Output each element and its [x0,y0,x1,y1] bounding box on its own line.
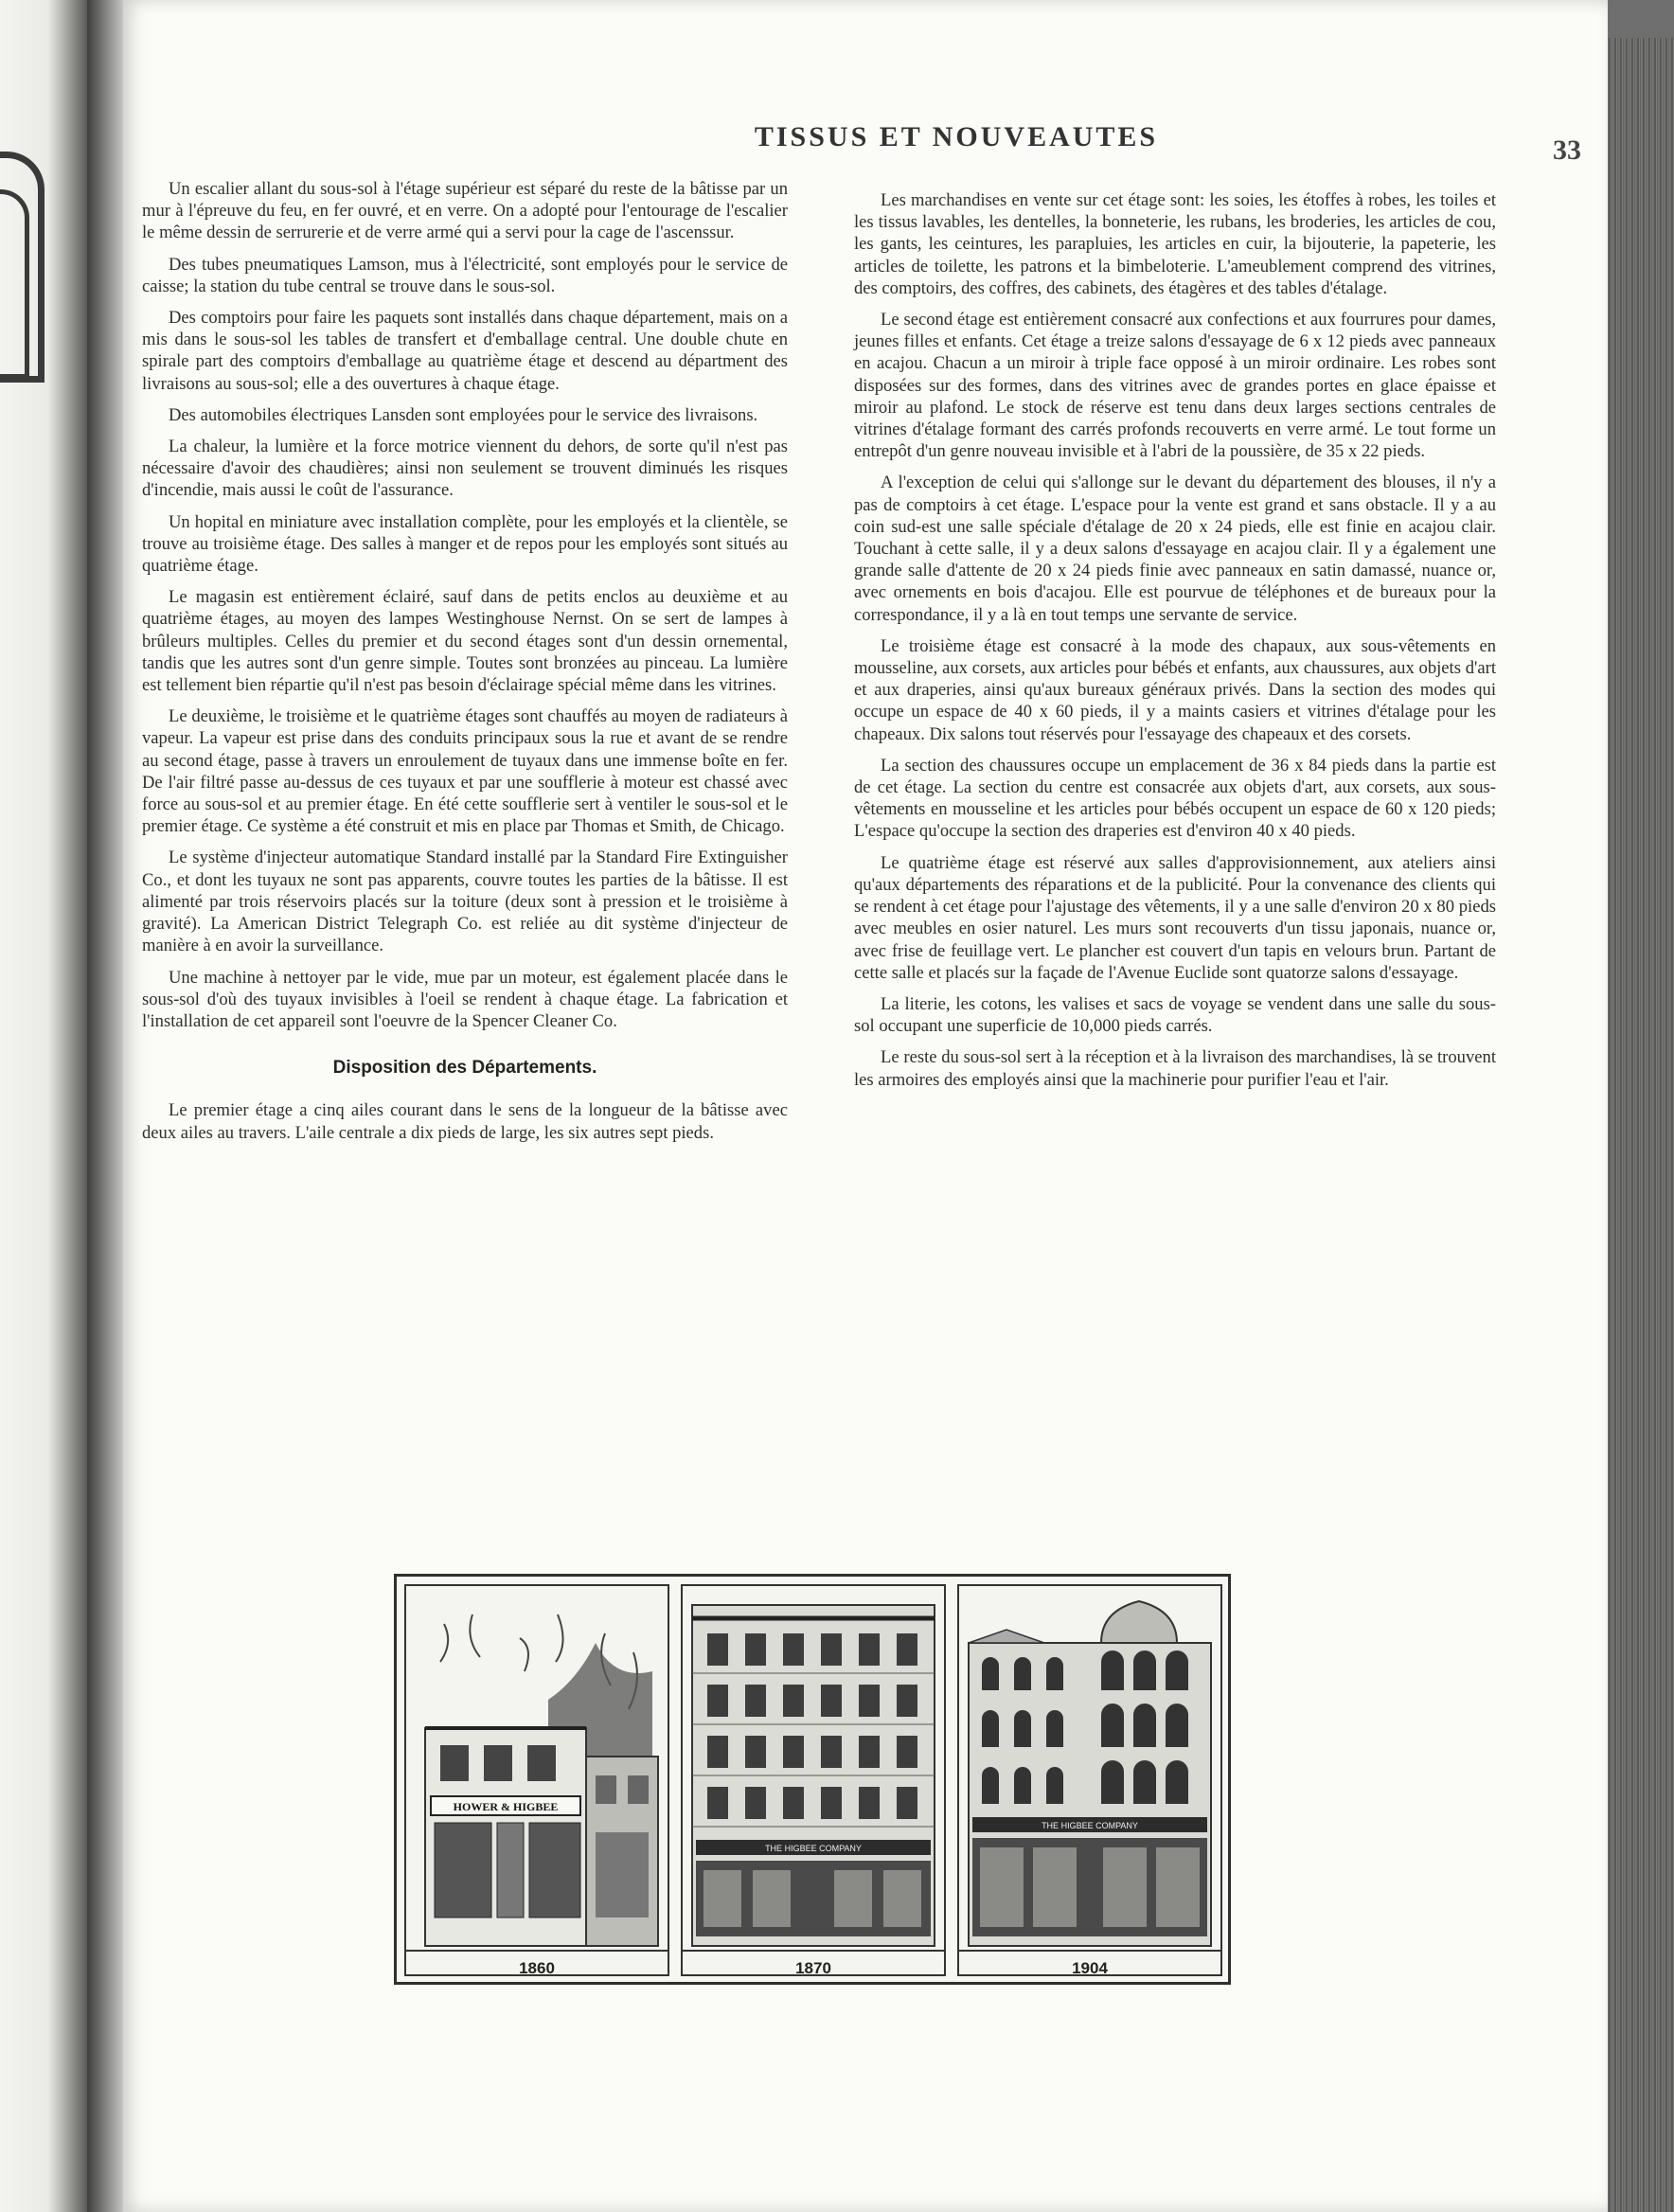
paragraph: Le deuxième, le troisième et le quatrième étages sont chauffés au moyen de radiateurs à vapeur. La vapeur est prise dans des conduits principaux sous la rue et avant de se rendre au second étage, passe à travers un enroulement de tuyaux dans une immense boîte en fer. De l'air filtré passe au-dessus de ces tuyaux et par une soufflerie à moteur est chassé avec force au sous-sol et au premier étage. En été cette soufflerie sert à ventiler le sous-sol et le premier étage. Ce système a été construit et mis en place par Thomas et Smith, de Chicago. [142,706,788,837]
building-1860-panel [404,1584,669,1976]
paragraph: La literie, les cotons, les valises et sacs de voyage se vendent dans une salle du sous-sol occupant une superficie de 10,000 pieds carrés. [854,993,1496,1037]
section-heading: Disposition des Départements. [332,1058,597,1079]
paragraph: Le premier étage a cinq ailes courant dans le sens de la longueur de la bâtisse avec deux ailes au travers. L'aile centrale a dix pieds de large, les six autres sept pieds. [142,1100,788,1143]
paragraph: Le quatrième étage est réservé aux salles d'approvisionnement, aux ateliers ainsi qu'aux départements des réparations et de la publicité. Pour la convenance des clients qui se rendent à cet étage pour l'ajustage des vêtements, il y a une salle d'environ 20 x 80 pieds avec meubles en osier naturel. Les murs sont recouverts d'un tissu japonais, nuance or, avec frise de feuillage vert. Le plancher est couvert d'un tapis en velours brun. Partant de cette salle et placés sur la façade de l'Avenue Euclide sont quatorze salons d'essayage. [854,852,1496,983]
running-head: TISSUS ET NOUVEAUTES [754,121,1159,152]
paragraph: Le magasin est entièrement éclairé, sauf dans de petits enclos au deuxième et au quatrième étages, au moyen des lampes Westinghouse Nernst. On se sert de lampes à brûleurs multiples. Celles du premier et du second étages sont d'un dessin ornemental, tandis que les autres sont d'un genre simple. Toutes sont bronzées au pinceau. La lumière est tellement bien répartie qu'il n'est pas besoin d'éclairage spécial même dans les vitrines. [142,587,788,696]
year-label-1860: 1860 [519,1959,555,1977]
building-1904-panel [957,1584,1222,1976]
year-label-1870: 1870 [795,1959,831,1977]
sign-1904: THE HIGBEE COMPANY [1042,1821,1138,1830]
sign-1860: HOWER & HIGBEE [453,1800,559,1813]
paragraph: Un hopital en miniature avec installation complète, pour les employés et la clientèle, se trouve au troisième étage. Des salles à manger et de repos pour les employés sont situés au quatrième étage. [142,511,788,577]
paragraph: Des tubes pneumatiques Lamson, mus à l'électricité, sont employés pour le service de caisse; la station du tube central se trouve dans le sous-sol. [142,254,788,296]
paragraph: Le reste du sous-sol sert à la réception et à la livraison des marchandises, là se trouvent les armoires des employés ainsi que la machinerie pour purifier l'eau et l'air. [854,1047,1496,1090]
building-1870-panel [681,1584,946,1976]
paragraph: Le second étage est entièrement consacré aux confections et aux fourrures pour dames, jeunes filles et enfants. Cet étage a treize salons d'essayage de 6 x 12 pieds avec panneaux en acajou. Chacun a un miroir à triple face opposé à un miroir ordinaire. Les robes sont disposées sur des formes, dans des vitrines avec de grandes portes en glace épaisse et miroir au plafond. Le stock de réserve est tenu dans deux larges sections centrales de vitrines d'étalage formant des carrés profonds recouverts en verre armé. Le tout forme un entrepôt d'un genre nouveau invisible et à l'abri de la poussière, de 35 x 22 pieds. [854,310,1496,462]
paragraph: Des comptoirs pour faire les paquets sont installés dans chaque département, mais on a mis dans le sous-sol les tables de transfert et d'emballage central. Une double chute en spirale part des comptoirs d'emballage au quatrième étage et descend au départment des livraisons au sous-sol; elle a des ouvertures à chaque étage. [142,308,788,394]
paragraph: La chaleur, la lumière et la force motrice viennent du dehors, de sorte qu'il n'est pas nécessaire d'avoir des chaudières; ainsi non seulement se trouvent diminués les risques d'incendie, mais aussi le coût de l'assurance. [142,437,788,501]
paragraph: A l'exception de celui qui s'allonge sur le devant du département des blouses, il n'y a pas de comptoirs à cet étage. L'espace pour la vente est grand et sans obstacle. Il y a au coin sud-est une salle spéciale d'étalage de 20 x 24 pieds, elle est finie en acajou clair. Touchant à cette salle, il y a deux salons d'essayage en acajou clair. Il y a également une grande salle d'attente de 20 x 24 pieds finie avec panneaux en satin damassé, nuance or, avec ornements en bois d'acajou. Elle est pourvue de téléphones et de bureaux pour la correspondance, il y a là en tout temps une servante de service. [854,473,1496,625]
store-history-illustration [394,1574,1231,1985]
building-1860-drawing [406,1586,668,1974]
paragraph: Le troisième étage est consacré à la mode des chapaux, aux sous-vêtements en mousseline, aux corsets, aux articles pour bébés et enfants, aux chaussures, aux objets d'art et aux draperies, ainsi qu'aux bureaux généraux privés. Dans la section des modes qui occupe un espace de 40 x 60 pieds, il y a maints casiers et vitrines d'étalage pour les chapeaux. Dix salons tout réservés pour l'essayage des chapeaux et des corsets. [854,635,1496,744]
paragraph: La section des chaussures occupe un emplacement de 36 x 84 pieds dans la partie est de cet étage. La section du centre est consacrée aux objets d'art, aux corsets, aux sous-vêtements en mousseline et les articles pour bébés occupent un espace de 60 x 120 pieds; L'espace qu'occupe la section des draperies est d'environ 40 x 40 pieds. [854,755,1496,842]
right-column [854,189,1496,1100]
paragraph: Un escalier allant du sous-sol à l'étage supérieur est séparé du reste de la bâtisse par un mur à l'épreuve du feu, en fer ouvré, et en verre. On a adopté pour l'entourage de l'escalier le même dessin de serrurerie et de verre armé qui a servi pour la cage de l'ascenssur. [142,179,788,243]
book-page-edges [1606,38,1674,2212]
sign-1870: THE HIGBEE COMPANY [765,1844,862,1853]
left-column [142,178,788,1153]
paragraph: Une machine à nettoyer par le vide, mue par un moteur, est également placée dans le sous-sol d'où des tuyaux invisibles à l'oeil se rendent à chaque étage. La fabrication et l'installation de cet appareil sont l'oeuvre de la Spencer Cleaner Co. [142,967,788,1031]
adjacent-page-ornament-inner [0,189,29,379]
building-1870-drawing [683,1586,944,1974]
paragraph: Le système d'injecteur automatique Standard installé par la Standard Fire Extinguisher Co., et dont les tuyaux ne sont pas apparents, couvre toutes les parties de la bâtisse. Il est alimenté par trois réservoirs placés sur la toiture (deux sont à pression et le troisième à gravité). La American District Telegraph Co. est reliée au dit système d'injecteur de manière à en avoir la surveillance. [142,847,788,956]
paragraph: Des automobiles électriques Lansden sont employées pour le service des livraisons. [169,404,758,425]
building-1904-drawing [959,1586,1220,1974]
year-label-1904: 1904 [1072,1959,1108,1977]
page-number: 33 [1553,134,1581,166]
paragraph: Les marchandises en vente sur cet étage sont: les soies, les étoffes à robes, les toiles et les tissus lavables, les dentelles, la bonneterie, les rubans, les broderies, les articles de cou, les gants, les ceintures, les parapluies, les articles en cuir, la bijouterie, la papeterie, les articles de toilette, les patrons et la bimbeloterie. L'ameublement comprend des vitrines, des comptoirs, des coffres, des cabinets, des étagères et des tables d'étalage. [854,190,1496,298]
